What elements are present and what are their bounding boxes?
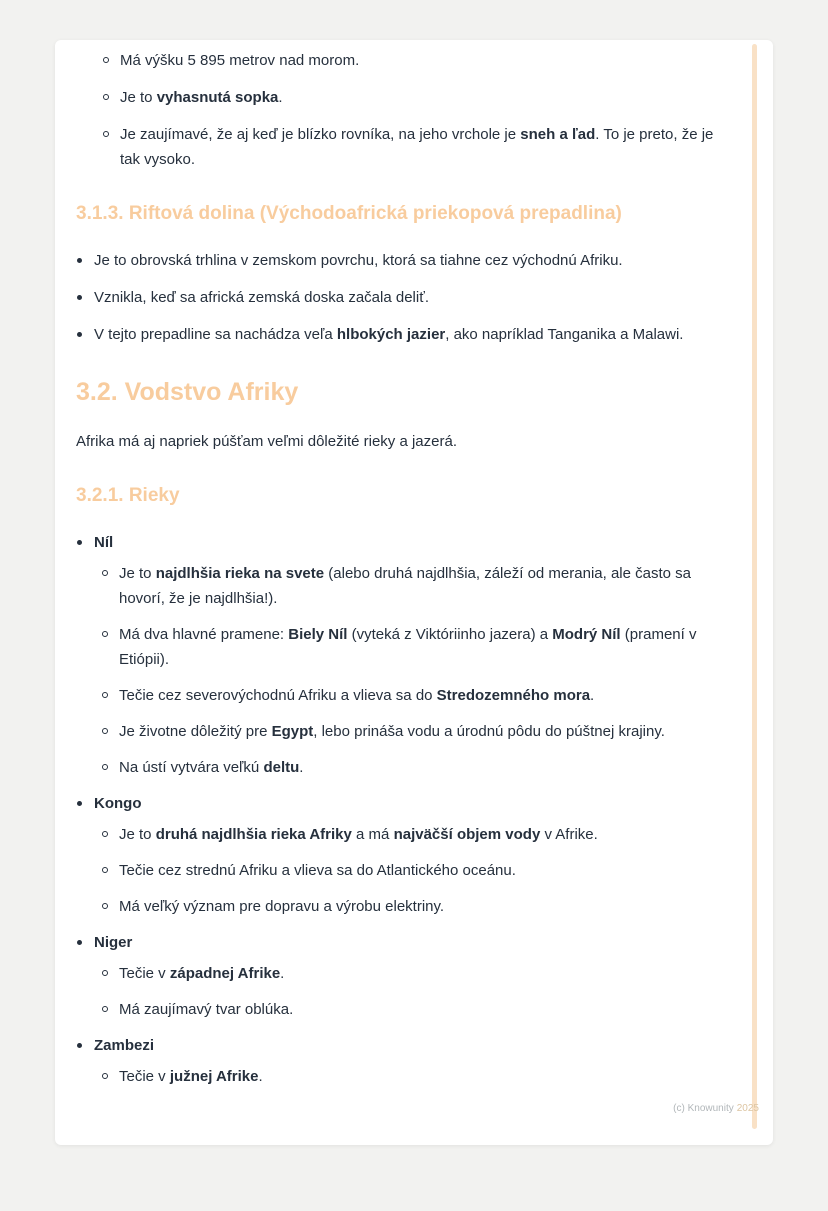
text-run: (pramení v Etiópii). — [119, 626, 697, 668]
copyright-text: (c) Knowunity — [673, 1103, 734, 1114]
list-item — [102, 822, 728, 847]
sub-bullet-list — [103, 48, 728, 172]
text-run: Má zaujímavý tvar oblúka. — [119, 1001, 294, 1018]
sub-bullet-list — [102, 1064, 728, 1089]
bold-text-run: Stredozemného mora — [436, 687, 591, 704]
list-item-text — [119, 755, 728, 780]
text-run: . — [590, 687, 595, 704]
sub-bullet-list — [102, 961, 728, 1022]
text-run: Na ústí vytvára veľkú — [119, 759, 264, 776]
sub-bullet-list — [102, 561, 728, 780]
bold-text-run: Níl — [94, 534, 114, 551]
list-item — [102, 719, 728, 744]
list-item — [76, 1033, 728, 1100]
text-run: Je to — [119, 826, 156, 843]
section-heading: 3.2.1. Rieky — [76, 485, 180, 506]
copyright-year: 2025 — [736, 1103, 759, 1114]
list-item-text — [94, 1033, 728, 1058]
text-run: a má — [351, 826, 394, 843]
bold-text-run: Modrý Níl — [552, 626, 621, 643]
text-run: v Afrike. — [540, 826, 598, 843]
text-run: , lebo prináša vodu a úrodnú pôdu do púštnej krajiny. — [313, 723, 665, 740]
list-item-text — [119, 997, 728, 1022]
list-item-text — [119, 894, 728, 919]
text-run: Tečie v — [119, 965, 170, 982]
list-item-text — [94, 930, 728, 955]
text-run: . To je preto, že je tak vysoko. — [120, 126, 714, 168]
copyright-footer — [673, 1103, 759, 1115]
text-run: . — [280, 965, 285, 982]
text-run: Tečie cez severovýchodnú Afriku a vlieva sa do — [119, 687, 437, 704]
list-item-text — [119, 719, 728, 744]
list-item-text — [119, 961, 728, 986]
list-item — [102, 997, 728, 1022]
section-heading: 3.2. Vodstvo Afriky — [76, 378, 299, 406]
text-run: Je životne dôležitý pre — [119, 723, 272, 740]
list-item-text — [120, 122, 728, 172]
list-item-text — [119, 683, 728, 708]
bullet-list — [76, 530, 728, 1100]
list-item-text — [94, 530, 728, 555]
list-item-text — [119, 822, 728, 847]
text-run: Je to obrovská trhlina v zemskom povrchu, ktorá sa tiahne cez východnú Afriku. — [94, 252, 623, 269]
bold-text-run: sneh a ľad — [520, 126, 596, 143]
list-item — [102, 683, 728, 708]
bold-text-run: druhá najdlhšia rieka Afriky — [155, 826, 352, 843]
bold-text-run: najdlhšia rieka na svete — [155, 565, 325, 582]
list-item — [102, 894, 728, 919]
list-item — [102, 1064, 728, 1089]
list-item-text — [94, 791, 728, 816]
text-run: (alebo druhá najdlhšia, záleží od merania, ale často sa hovorí, že je najdlhšia!). — [119, 565, 691, 607]
sub-bullet-list — [102, 822, 728, 919]
list-item — [103, 85, 728, 110]
bullet-list — [76, 248, 728, 347]
document-content — [55, 40, 773, 1100]
list-item — [76, 530, 728, 791]
list-item — [102, 561, 728, 611]
text-run: . — [278, 89, 283, 106]
bold-text-run: vyhasnutá sopka — [156, 89, 279, 106]
list-item — [102, 622, 728, 672]
text-run: Má veľký význam pre dopravu a výrobu elektriny. — [119, 898, 445, 915]
scrollbar[interactable] — [752, 44, 757, 1129]
list-item-text — [120, 85, 728, 110]
document-page — [55, 40, 773, 1145]
list-item — [102, 961, 728, 986]
text-run: Je to — [119, 565, 156, 582]
text-run: Má dva hlavné pramene: — [119, 626, 289, 643]
text-run: Má výšku 5 895 metrov nad morom. — [120, 52, 360, 69]
text-run: V tejto prepadline sa nachádza veľa — [94, 326, 337, 343]
list-item-text — [119, 622, 728, 672]
list-item-text — [94, 285, 728, 310]
text-run: (vyteká z Viktóriinho jazera) a — [347, 626, 553, 643]
list-item-text — [119, 1064, 728, 1089]
bold-text-run: Biely Níl — [288, 626, 348, 643]
text-run: , ako napríklad Tanganika a Malawi. — [445, 326, 684, 343]
bold-text-run: Kongo — [94, 795, 142, 812]
bold-text-run: Niger — [94, 934, 133, 951]
text-run: . — [258, 1068, 263, 1085]
bold-text-run: najväčší objem vody — [393, 826, 541, 843]
list-item — [76, 248, 728, 273]
bold-text-run: deltu — [263, 759, 300, 776]
section-heading: 3.1.3. Riftová dolina (Východoafrická priekopová prepadlina) — [76, 203, 622, 224]
list-item — [103, 122, 728, 172]
list-item — [102, 858, 728, 883]
text-run: Tečie v — [119, 1068, 170, 1085]
list-item — [102, 755, 728, 780]
text-run: . — [299, 759, 304, 776]
list-item-text — [120, 48, 728, 73]
paragraph: Afrika má aj napriek púšťam veľmi dôležité rieky a jazerá. — [76, 433, 457, 450]
list-item — [76, 322, 728, 347]
list-item — [103, 48, 728, 73]
text-run: Tečie cez strednú Afriku a vlieva sa do Atlantického oceánu. — [119, 862, 516, 879]
list-item-text — [119, 858, 728, 883]
bold-text-run: západnej Afrike — [169, 965, 281, 982]
text-run: Je zaujímavé, že aj keď je blízko rovníka, na jeho vrchole je — [120, 126, 521, 143]
list-item — [76, 285, 728, 310]
text-run: Vznikla, keď sa africká zemská doska začala deliť. — [94, 289, 429, 306]
bold-text-run: hlbokých jazier — [336, 326, 446, 343]
bold-text-run: Egypt — [271, 723, 314, 740]
list-item-text — [94, 322, 728, 347]
bold-text-run: Zambezi — [94, 1037, 155, 1054]
list-item-text — [119, 561, 728, 611]
list-item — [76, 930, 728, 1033]
bold-text-run: južnej Afrike — [169, 1068, 259, 1085]
list-item — [76, 791, 728, 930]
text-run: Je to — [120, 89, 157, 106]
list-item-text — [94, 248, 728, 273]
